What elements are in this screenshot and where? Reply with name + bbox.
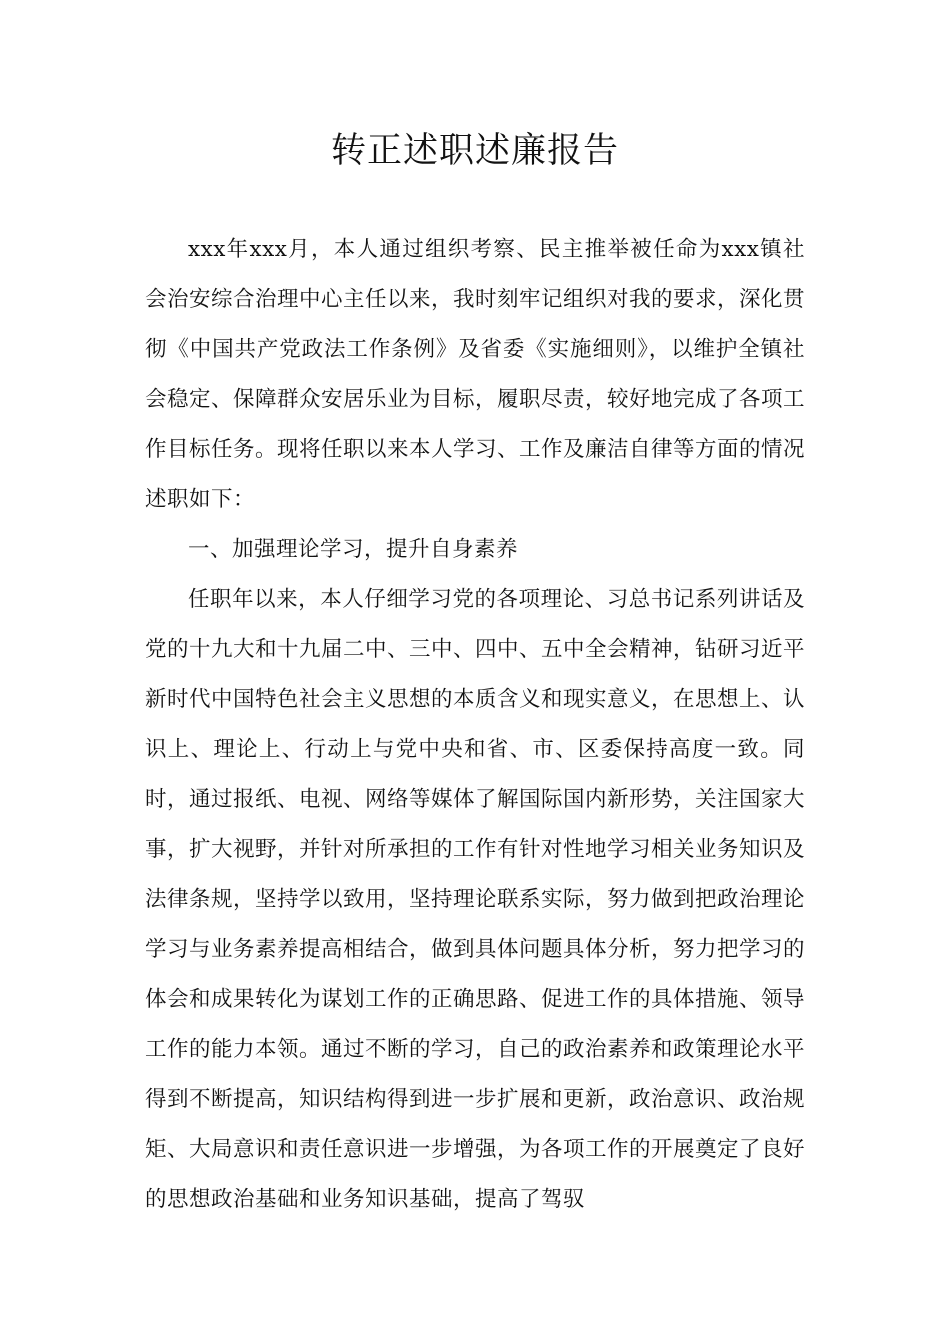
section-heading-1: 一、加强理论学习，提升自身素养 bbox=[188, 537, 519, 562]
intro-paragraph: xxx年xxx月，本人通过组织考察、民主推举被任命为xxx镇社会治安综合治理中心主任以来，我时刻牢记组织对我的要求，深化贯彻《中国共产党政法工作条例》及省委《实施细则》，以维护全镇社会稳定、保障群众安居乐业为目标，履职尽责，较好地完成了各项工作目标任务。现将任职以来本人学习、工作及廉洁自律等方面的情况述职如下： bbox=[145, 237, 806, 512]
section-paragraph-1: 任职年以来，本人仔细学习党的各项理论、习总书记系列讲话及党的十九大和十九届二中、三中、四中、五中全会精神，钻研习近平新时代中国特色社会主义思想的本质含义和现实意义，在思想上、认识上、理论上、行动上与党中央和省、市、区委保持高度一致。同时，通过报纸、电视、网络等媒体了解国际国内新形势，关注国家大事，扩大视野，并针对所承担的工作有针对性地学习相关业务知识及法律条规，坚持学以致用，坚持理论联系实际，努力做到把政治理论学习与业务素养提高相结合，做到具体问题具体分析，努力把学习的体会和成果转化为谋划工作的正确思路、促进工作的具体措施、领导工作的能力本领。通过不断的学习，自己的政治素养和政策理论水平得到不断提高，知识结构得到进一步扩展和更新，政治意识、政治规矩、大局意识和责任意识进一步增强，为各项工作的开展奠定了良好的思想政治基础和业务知识基础，提高了驾驭 bbox=[145, 587, 806, 1212]
document-title: 转正述职述廉报告 bbox=[330, 131, 619, 171]
document-body bbox=[145, 225, 805, 1225]
